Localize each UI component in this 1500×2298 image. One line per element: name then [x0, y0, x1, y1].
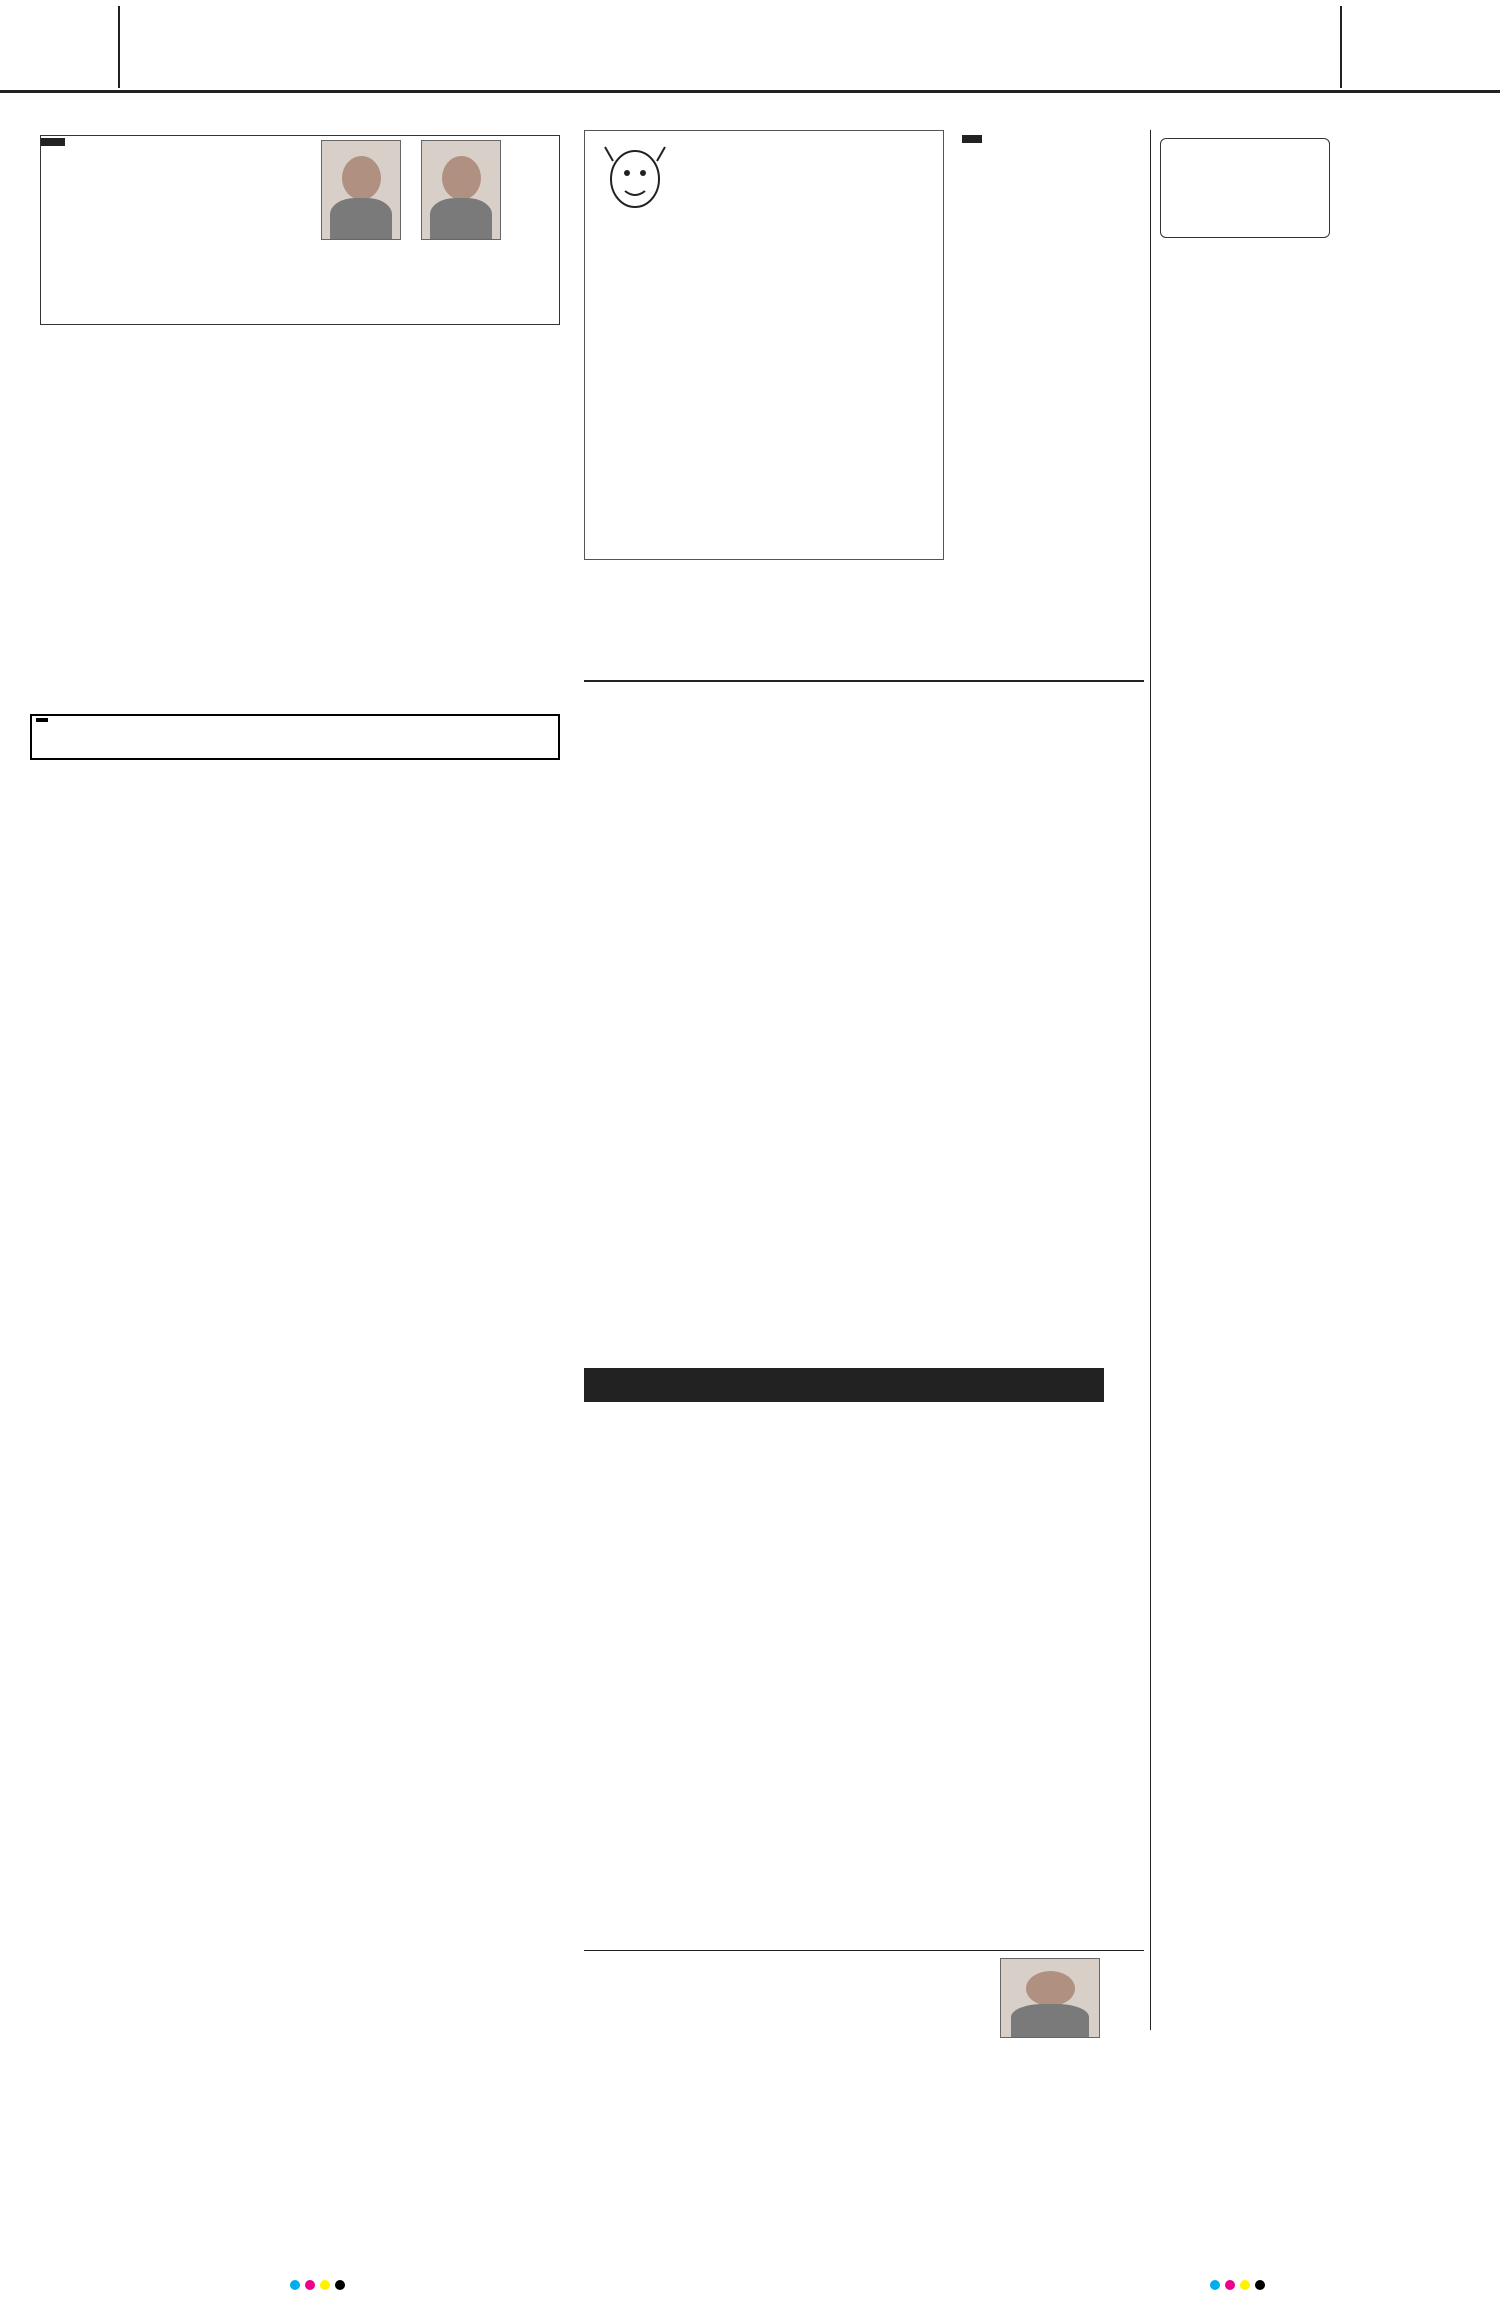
man-photo [421, 140, 501, 240]
registration-mark [290, 2280, 300, 2290]
lead-body [30, 450, 560, 700]
main-story-body [584, 840, 1144, 1360]
horoscope-footer [1160, 1920, 1490, 2030]
column-divider [1150, 130, 1151, 2030]
registration-mark [1255, 2280, 1265, 2290]
masthead-divider-right [1340, 6, 1342, 88]
horoscope-title-box [1160, 138, 1330, 238]
registration-mark [320, 2280, 330, 2290]
classified-logo [36, 718, 48, 722]
main-story-rule [584, 680, 1144, 682]
masthead-rule [0, 90, 1500, 93]
registration-mark [1225, 2280, 1235, 2290]
child-photo [321, 140, 401, 240]
dhagadhamali-text [597, 361, 933, 401]
front-page-tag [962, 135, 982, 143]
everest-feature [584, 1962, 884, 2030]
feature-rule [584, 1950, 1144, 1951]
front-page-body [960, 250, 1140, 670]
registration-mark [305, 2280, 315, 2290]
dhagadhamali-box [584, 130, 944, 560]
registration-mark [1210, 2280, 1220, 2290]
cartoon-face-icon [595, 141, 675, 211]
birthday-coupon [40, 135, 560, 325]
masthead-divider [118, 6, 120, 88]
dhagadhamali-text-2 [597, 456, 933, 516]
classified-header [30, 714, 560, 760]
opinions-body [584, 1600, 1144, 1940]
everest-body [584, 2040, 1144, 2130]
opinions-heading [584, 1368, 1104, 1402]
birthday-title [41, 138, 65, 146]
registration-mark [335, 2280, 345, 2290]
registration-mark [1240, 2280, 1250, 2290]
climber-photo [1000, 1958, 1100, 2038]
